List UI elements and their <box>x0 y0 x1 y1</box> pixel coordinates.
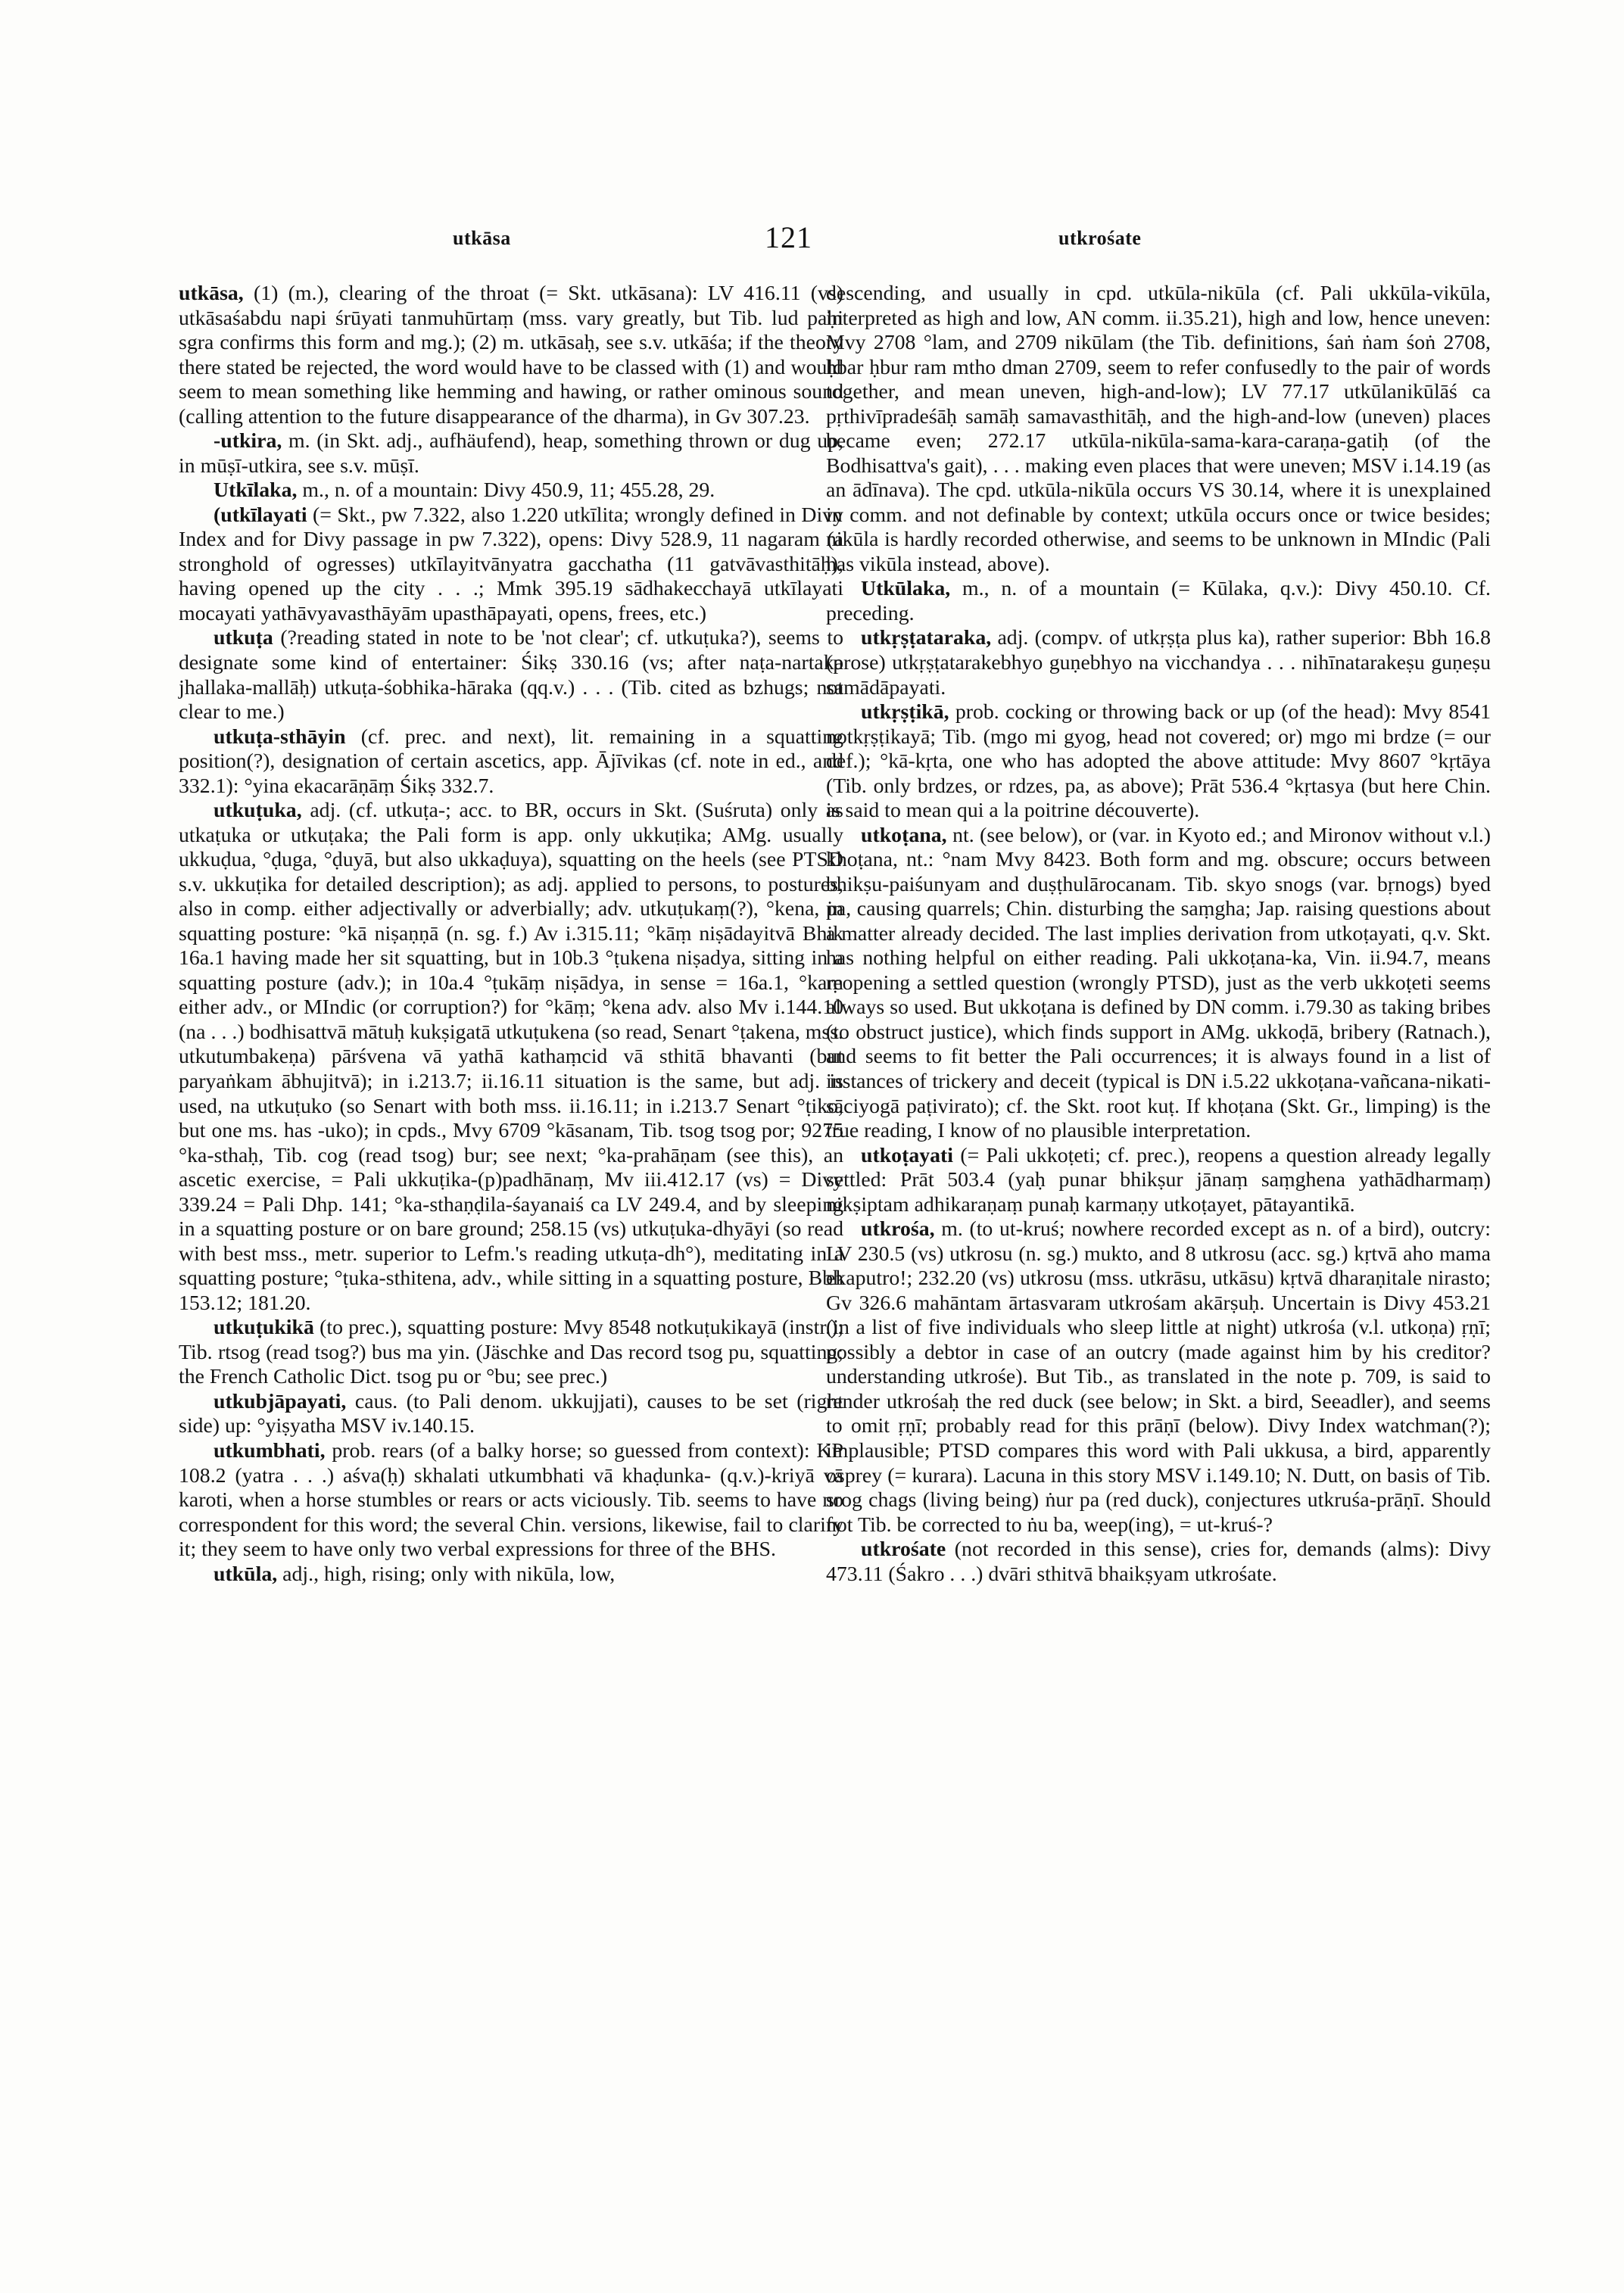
entry-text: caus. (to Pali denom. ukkujjati), causes to be set (right side) up: °yiṣyatha MSV iv.140.15. <box>179 1389 843 1438</box>
page-header <box>0 220 1624 265</box>
dictionary-entry <box>179 282 843 429</box>
entry-text: prob. rears (of a balky horse; so guessed from context): KP 108.2 (yatra . . .) aśva(ḥ) skhalati utkumbhati vā khaḍunka- (q.v.)-kriyā vā karoti, when a horse stumbles or rears or acts viciously. Tib. seems to have no correspondent for this word; the several Chin. versions, likewise, fail to clarify it; they seem to have only two verbal expressions for three of the BHS. <box>179 1438 843 1562</box>
entry-headword: utkūla, <box>214 1562 278 1586</box>
dictionary-entry <box>826 577 1491 626</box>
dictionary-entry <box>826 1217 1491 1537</box>
dictionary-entry <box>179 1562 843 1587</box>
running-head-left: utkāsa <box>453 227 511 249</box>
dictionary-entry <box>179 1316 843 1390</box>
entry-text: m. (in Skt. adj., aufhäufend), heap, something thrown or dug up, in mūṣī-utkira, see s.v. mūṣī. <box>179 429 843 478</box>
dictionary-entry <box>826 1144 1491 1218</box>
right-column <box>826 282 1491 1587</box>
entry-text: adj. (compv. of utkṛṣṭa plus ka), rather superior: Bbh 16.8 (prose) utkṛṣṭatarakebhyo guṇebhyo na vicchandya . . . nihīnatarakeṣu guṇeṣu samādāpayati. <box>826 626 1491 699</box>
dictionary-entry <box>179 429 843 478</box>
entry-text: nt. (see below), or (var. in Kyoto ed.; and Mironov without v.l.) khoṭana, nt.: °nam Mvy 8423. Both form and mg. obscure; occurs between bhikṣu-paiśunyam and duṣṭhulārocanam. Tib. skyo snogs (var. bṛnogs) byed pa, causing quarrels; Chin. disturbing the saṃgha; Jap. raising questions about a matter already decided. The last implies derivation from utkoṭayati, q.v. Skt. has nothing helpful on either reading. Pali ukkoṭana-ka, Vin. ii.94.7, means reopening a settled question (wrongly PTSD), just as the verb ukkoṭeti seems always so used. But ukkoṭana is defined by DN comm. i.79.30 as taking bribes (to obstruct justice), which finds support in AMg. ukkoḍā, bribery (Ratnach.), and seems to fit better the Pali occurrences; it is always found in a list of instances of trickery and deceit (typical is DN i.5.22 ukkoṭana-vañcana-nikati-sāciyogā paṭivirato); cf. the Skt. root kuṭ. If khoṭana (Skt. Gr., limping) is the true reading, I know of no plausible interpretation. <box>826 823 1491 1143</box>
entry-headword: utkāsa, <box>179 282 244 305</box>
dictionary-entry <box>826 282 1491 577</box>
entry-headword: utkrośate <box>861 1537 946 1562</box>
dictionary-entry <box>179 725 843 799</box>
dictionary-entry <box>826 1537 1491 1587</box>
dictionary-entry <box>826 700 1491 824</box>
left-column <box>179 282 843 1587</box>
entry-text: (not recorded in this sense), cries for, demands (alms): Divy 473.11 (Śakro . . .) dvāri sthitvā bhaikṣyam utkrośate. <box>826 1537 1491 1586</box>
entry-headword: utkumbhati, <box>214 1438 326 1463</box>
entry-headword: utkuṭa-sthāyin <box>214 724 346 749</box>
entry-text: adj. (cf. utkuṭa-; acc. to BR, occurs in Skt. (Suśruta) only as utkaṭuka or utkuṭaka; the Pali form is app. only ukkuṭika; AMg. usually ukkuḍua, °ḍuga, °ḍuyā, but also ukkaḍuya), squatting on the heels (see PTSD s.v. ukkuṭika for detailed description); as adj. applied to persons, to postures, also in comp. either adjectivally or adverbially; adv. utkuṭukaṃ(?), °kena, in squatting posture: °kā niṣaṇṇā (n. sg. f.) Av i.315.11; °kāṃ niṣādayitvā Bhik 16a.1 having made her sit squatting, but in 10b.3 °ṭukena niṣadya, sitting in a squatting posture (adv.); in 10a.4 °ṭukāṃ niṣādya, in sense = 16a.1, °kaṃ either adv., or MIndic (or corruption?) for °kāṃ; °kena adv. also Mv i.144.10 (na . . .) bodhisattvā mātuḥ kukṣigatā utkuṭukena (so read, Senart °ṭakena, mss. utkutumbakeṇa) pārśvena vā yathā kathaṃcid vā sthitā bhavanti (but paryaṅkam ābhujitvā); in i.213.7; ii.16.11 situation is the same, but adj. is used, na utkuṭuko (so Senart with both mss. ii.16.11; in i.213.7 Senart °ṭiko, but one ms. has -uko); in cpds., Mvy 6709 °kāsanam, Tib. tsog tsog por; 9275 °ka-sthaḥ, Tib. cog (read tsog) bur; see next; °ka-prahāṇam (see this), an ascetic exercise, = Pali ukkuṭika-(p)padhānaṃ, Mv iii.412.17 (vs) = Divy 339.24 = Pali Dhp. 141; °ka-sthaṇḍila-śayanaiś ca LV 249.4, and by sleeping in a squatting posture or on bare ground; 258.15 (vs) utkuṭuka-dhyāyi (so read with best mss., metr. superior to Lefm.'s reading utkuṭa-dh°), meditating in a squatting posture; °ṭuka-sthitena, adv., while sitting in a squatting posture, Bbh 153.12; 181.20. <box>179 799 843 1315</box>
entry-text: (1) (m.), clearing of the throat (= Skt. utkāsana): LV 416.11 (vs) utkāsaśabdu napi śrūyati tanmuhūrtaṃ (mss. vary greatly, but Tib. lud paḥi sgra confirms this form and mg.); (2) m. utkāsaḥ, see s.v. utkāśa; if the theory there stated be rejected, the word would have to be classed with (1) and would seem to mean something like hemming and hawing, or rather ominous sound (calling attention to the future disappearance of the dharma), in Gv 307.23. <box>179 282 843 428</box>
dictionary-entry <box>179 799 843 1316</box>
running-head-right: utkrośate <box>1058 227 1142 249</box>
entry-text: adj., high, rising; only with nikūla, low, <box>277 1562 616 1586</box>
entry-text: (cf. prec. and next), lit. remaining in a squatting position(?), designation of certain ascetics, app. Ājīvikas (cf. note in ed., and 332.1): °yina ekacarāṇāṃ Śikṣ 332.7. <box>179 724 843 798</box>
entry-text: (?reading stated in note to be 'not clear'; cf. utkuṭuka?), seems to designate some kind of entertainer: Śikṣ 330.16 (vs; after naṭa-nartaka jhallaka-mallāḥ) utkuṭa-śobhika-hāraka (qq.v.) . . . (Tib. cited as bzhugs; not clear to me.) <box>179 626 843 724</box>
entry-text: (to prec.), squatting posture: Mvy 8548 notkuṭukikayā (instr.); Tib. rtsog (read tsog?) bus ma yin. (Jäschke and Das record tsog pu, squatting; the French Catholic Dict. tsog pu or °bu; see prec.) <box>179 1316 843 1389</box>
entry-headword: utkrośa, <box>861 1217 935 1242</box>
entry-headword: -utkira, <box>214 429 282 453</box>
entry-text: m. (to ut-kruś; nowhere recorded except as n. of a bird), outcry: LV 230.5 (vs) utkrosu (n. sg.) mukto, and 8 utkrosu (acc. sg.) kṛtvā aho mama ekaputro!; 232.20 (vs) utkrosu (mss. utkrāsu, utkāsu) kṛtvā dharaṇitale nirasto; Gv 326.6 mahāntam ārtasvaram utkrośam akārṣuḥ. Uncertain is Divy 453.21 (in a list of five individuals who sleep little at night) utkrośa (v.l. utkoṇa) ṛṇī; possibly a debtor in case of an outcry (made against him by his creditor? understanding utkrośe). But Tib., as translated in the note p. 709, is said to render utkrośaḥ the red duck (see below; in Skt. a bird, Seeadler), and seems to omit ṛṇī; probably read for this prāṇī (below). Divy Index watchman(?); implausible; PTSD compares this word with Pali ukkusa, a bird, apparently osprey (= kurara). Lacuna in this story MSV i.149.10; N. Dutt, on basis of Tib. srog chags (living being) ṅur pa (red duck), conjectures utkruśa-prāṇī. Should not Tib. be corrected to ṅu ba, weep(ing), = ut-kruś-? <box>826 1217 1491 1537</box>
entry-text: (= Pali ukkoṭeti; cf. prec.), reopens a question already legally settled: Prāt 503.4 (yaḥ punar bhikṣur jānaṃ saṃghena yathādharmaṃ) nikṣiptam adhikaraṇaṃ punaḥ karmaṇy utkoṭayet, pātayantikā. <box>826 1143 1491 1217</box>
entry-headword: utkubjāpayati, <box>214 1389 347 1413</box>
page-number: 121 <box>765 220 812 254</box>
entry-headword: (utkīlayati <box>214 503 307 527</box>
entry-headword: utkuṭukikā <box>214 1316 314 1340</box>
entry-headword: Utkīlaka, <box>214 478 298 503</box>
dictionary-entry <box>179 478 843 503</box>
entry-text: prob. cocking or throwing back or up (of the head): Mvy 8541 notkṛṣṭikayā; Tib. (mgo mi gyog, head not covered; or) mgo mi brdze (= our def.); °kā-kṛta, one who has adopted the above attitude: Mvy 8607 °kṛtāya (Tib. only brdzes, or rdzes, pa, as above); Prāt 536.4 °kṛtasya (but here Chin. is said to mean qui a la poitrine découverte). <box>826 700 1491 823</box>
dictionary-entry <box>179 503 843 627</box>
entry-text: (= Skt., pw 7.322, also 1.220 utkīlita; wrongly defined in Divy Index and for Divy passage in pw 7.322), opens: Divy 528.9, 11 nagaram (a stronghold of ogresses) utkīlayitvānyatra gacchatha (11 gatvāvasthitāḥ), having opened up the city . . .; Mmk 395.19 sādhakecchayā utkīlayati mocayati yathāvyavasthāyām upasthāpayati, opens, frees, etc.) <box>179 503 843 625</box>
dictionary-entry <box>179 626 843 724</box>
dictionary-entry <box>826 626 1491 700</box>
entry-headword: utkuṭa <box>214 626 273 650</box>
entry-headword: utkoṭayati <box>861 1143 954 1167</box>
entry-text: m., n. of a mountain: Divy 450.9, 11; 455.28, 29. <box>297 478 715 503</box>
dictionary-entry <box>179 1390 843 1439</box>
entry-headword: utkoṭana, <box>861 823 947 847</box>
entry-text: descending, and usually in cpd. utkūla-nikūla (cf. Pali ukkūla-vikūla, interpreted as high and low, AN comm. ii.35.21), high and low, hence uneven: Mvy 2708 °lam, and 2709 nikūlam (the Tib. definitions, śaṅ ṅam śoṅ 2708, ḥbar ḥbur ram mtho dman 2709, seem to refer confusedly to the pair of words together, and mean uneven, high-and-low); LV 77.17 utkūlanikūlāś ca pṛthivīpradeśāḥ samāḥ samavasthitāḥ, and the high-and-low (uneven) places became even; 272.17 utkūla-nikūla-sama-kara-caraṇa-gatiḥ (of the Bodhisattva's gait), . . . making even places that were uneven; MSV i.14.19 (as an ādīnava). The cpd. utkūla-nikūla occurs VS 30.14, where it is unexplained in comm. and not definable by context; utkūla occurs once or twice besides; nikūla is hardly recorded otherwise, and seems to be unknown in MIndic (Pali has vikūla instead, above). <box>826 282 1491 576</box>
dictionary-entry <box>179 1439 843 1562</box>
entry-headword: Utkūlaka, <box>861 577 951 601</box>
entry-text: m., n. of a mountain (= Kūlaka, q.v.): Divy 450.10. Cf. preceding. <box>826 577 1491 625</box>
entry-headword: utkṛṣṭataraka, <box>861 626 992 650</box>
entry-headword: utkṛṣṭikā, <box>861 700 949 724</box>
dictionary-entry <box>826 824 1491 1144</box>
entry-headword: utkuṭuka, <box>214 799 302 823</box>
